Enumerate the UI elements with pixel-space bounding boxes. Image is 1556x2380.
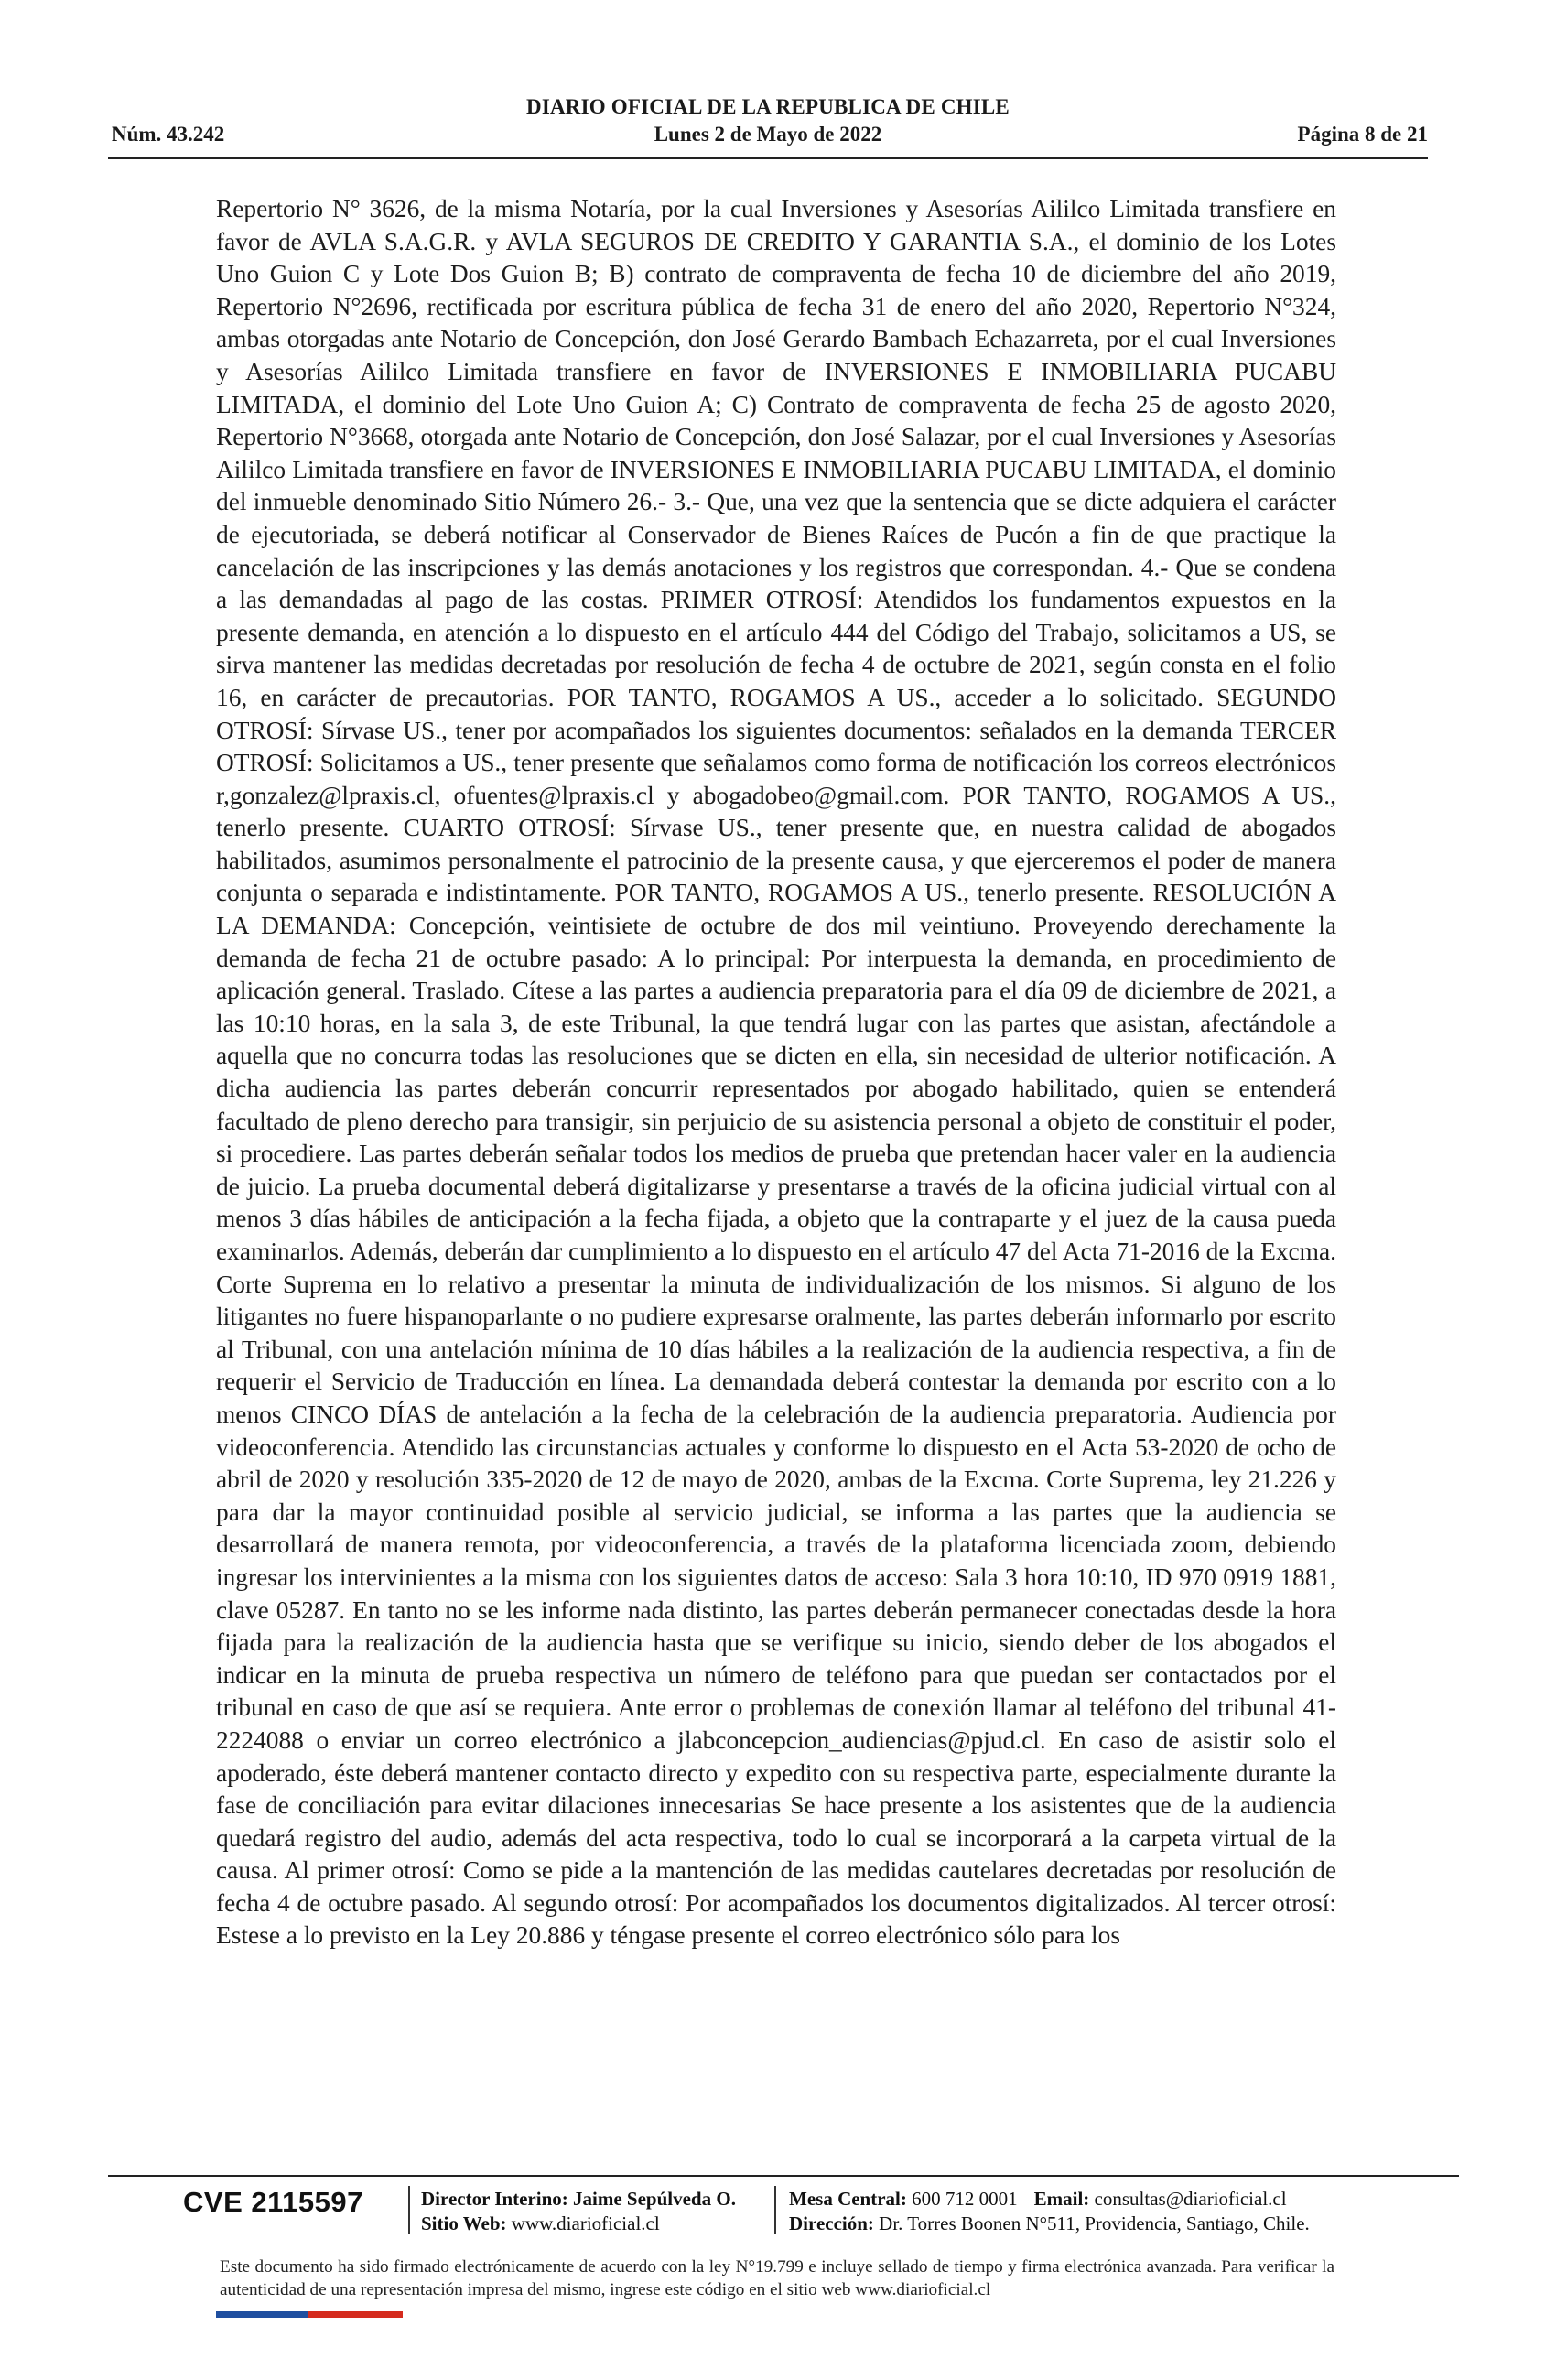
director-info [421,2187,736,2236]
header-divider [108,157,1428,159]
signature-notice: Este documento ha sido firmado electrónicamente de acuerdo con la ley N°19.799 e incluye sellado de tiempo y firma electrónica avanzada. Para verificar la autenticidad de una representación impresa del mismo, ingrese este código en el sitio web www.diarioficial.cl [220,2257,1334,2299]
cve-code: CVE 2115597 [183,2186,363,2218]
address-label: Dirección: [789,2212,874,2234]
email-label: Email: [1033,2188,1090,2210]
address-text: Dr. Torres Boonen N°511, Providencia, Santiago, Chile. [879,2212,1310,2234]
issue-date: Lunes 2 de Mayo de 2022 [654,123,882,146]
phone-number: 600 712 0001 [912,2188,1018,2210]
page-indicator: Página 8 de 21 [1297,123,1428,146]
issue-number: Núm. 43.242 [112,123,225,146]
flag-stripe-blue [216,2311,308,2318]
page-header [108,92,1428,156]
phone-label: Mesa Central: [789,2188,907,2210]
director-label: Director Interino: [421,2188,568,2210]
director-name: Jaime Sepúlveda O. [573,2188,736,2210]
website-label: Sitio Web: [421,2212,507,2234]
website-link[interactable]: www.diarioficial.cl [511,2212,660,2234]
document-body: Repertorio N° 3626, de la misma Notaría, por la cual Inversiones y Asesorías Aililco Limitada transfiere en favor de AVLA S.A.G.R. y AVLA SEGUROS DE CREDITO Y GARANTIA S.A., el dominio de los Lotes Uno Guion C y Lote Dos Guion B; B) contrato de compraventa de fecha 10 de diciembre del año 2019, Repertorio N°2696, rectificada por escritura pública de fecha 31 de enero del año 2020, Repertorio N°324, ambas otorgadas ante Notario de Concepción, don José Gerardo Bambach Echazarreta, por el cual Inversiones y Asesorías Aililco Limitada transfiere en favor de INVERSIONES E INMOBILIARIA PUCABU LIMITADA, el dominio del Lote Uno Guion A; C) Contrato de compraventa de fecha 25 de agosto 2020, Repertorio N°3668, otorgada ante Notario de Concepción, don José Salazar, por el cual Inversiones y Asesorías Aililco Limitada transfiere en favor de INVERSIONES E INMOBILIARIA PUCABU LIMITADA, el dominio del inmueble denominado Sitio Número 26.- 3.- Que, una vez que la sentencia que se dicte adquiera el carácter de ejecutoriada, se deberá notificar al Conservador de Bienes Raíces de Pucón a fin de que practique la cancelación de las inscripciones y las demás anotaciones y los registros que correspondan. 4.- Que se condena a las demandadas al pago de las costas. PRIMER OTROSÍ: Atendidos los fundamentos expuestos en la presente demanda, en atención a lo dispuesto en el artículo 444 del Código del Trabajo, solicitamos a US, se sirva mantener las medidas decretadas por resolución de fecha 4 de octubre de 2021, según consta en el folio 16, en carácter de precautorias. POR TANTO, ROGAMOS A US., acceder a lo solicitado. SEGUNDO OTROSÍ: Sírvase US., tener por acompañados los siguientes documentos: señalados en la demanda TERCER OTROSÍ: Solicitamos a US., tener presente que señalamos como forma de notificación los correos electrónicos r,gonzalez@lpraxis.cl, ofuentes@lpraxis.cl y abogadobeo@gmail.com. POR TANTO, ROGAMOS A US., tenerlo presente. CUARTO OTROSÍ: Sírvase US., tener presente que, en nuestra calidad de abogados habilitados, asumimos personalmente el patrocinio de la presente causa, y que ejerceremos el poder de manera conjunta o separada e indistintamente. POR TANTO, ROGAMOS A US., tenerlo presente. RESOLUCIÓN A LA DEMANDA: Concepción, veintisiete de octubre de dos mil veintiuno. Proveyendo derechamente la demanda de fecha 21 de octubre pasado: A lo principal: Por interpuesta la demanda, en procedimiento de aplicación general. Traslado. Cítese a las partes a audiencia preparatoria para el día 09 de diciembre de 2021, a las 10:10 horas, en la sala 3, de este Tribunal, la que tendrá lugar con las partes que asistan, afectándole a aquella que no concurra todas las resoluciones que se dicten en ella, sin necesidad de ulterior notificación. A dicha audiencia las partes deberán concurrir representados por abogado habilitado, quien se entenderá facultado de pleno derecho para transigir, sin perjuicio de su asistencia personal a objeto de constituir el poder, si procediere. Las partes deberán señalar todos los medios de prueba que pretendan hacer valer en la audiencia de juicio. La prueba documental deberá digitalizarse y presentarse a través de la oficina judicial virtual con al menos 3 días hábiles de anticipación a la fecha fijada, a objeto que la contraparte y el juez de la causa pueda examinarlos. Además, deberán dar cumplimiento a lo dispuesto en el artículo 47 del Acta 71-2016 de la Excma. Corte Suprema en lo relativo a presentar la minuta de individualización de los mismos. Si alguno de los litigantes no fuere hispanoparlante o no pudiere expresarse oralmente, las partes deberán informarlo por escrito al Tribunal, con una antelación mínima de 10 días hábiles a la realización de la audiencia respectiva, a fin de requerir el Servicio de Traducción en línea. La demandada deberá contestar la demanda por escrito con a lo menos CINCO DÍAS de antelación a la fecha de la celebración de la audiencia preparatoria. Audiencia por videoconferencia. Atendido las circunstancias actuales y conforme lo dispuesto en el Acta 53-2020 de ocho de abril de 2020 y resolución 335-2020 de 12 de mayo de 2020, ambas de la Excma. Corte Suprema, ley 21.226 y para dar la mayor continuidad posible al servicio judicial, se informa a las partes que la audiencia se desarrollará de manera remota, por videoconferencia, a través de la plataforma licenciada zoom, debiendo ingresar los intervinientes a la misma con los siguientes datos de acceso: Sala 3 hora 10:10, ID 970 0919 1881, clave 05287. En tanto no se les informe nada distinto, las partes deberán permanecer conectadas desde la hora fijada para la realización de la audiencia hasta que se verifique su inicio, siendo deber de los abogados el indicar en la minuta de prueba respectiva un número de teléfono para que puedan ser contactados por el tribunal en caso de que así se requiera. Ante error o problemas de conexión llamar al teléfono del tribunal 41-2224088 o enviar un correo electrónico a jlabconcepcion_audiencias@pjud.cl. En caso de asistir solo el apoderado, éste deberá mantener contacto directo y expedito con su respectiva parte, especialmente durante la fase de conciliación para evitar dilaciones innecesarias Se hace presente a los asistentes que de la audiencia quedará registro del audio, además del acta respectiva, todo lo cual se incorporará a la carpeta virtual de la causa. Al primer otrosí: Como se pide a la mantención de las medidas cautelares decretadas por resolución de fecha 4 de octubre pasado. Al segundo otrosí: Por acompañados los documentos digitalizados. Al tercer otrosí: Estese a lo previsto en la Ley 20.886 y téngase presente el correo electrónico sólo para los [216,195,1336,1950]
publication-title: DIARIO OFICIAL DE LA REPUBLICA DE CHILE [526,95,1010,118]
footer-separator [408,2186,410,2234]
contact-info [789,2187,1310,2236]
footer-divider [108,2175,1459,2177]
flag-stripe-red [308,2311,403,2318]
footer-separator [774,2186,776,2234]
email-link[interactable]: consultas@diarioficial.cl [1094,2188,1287,2210]
